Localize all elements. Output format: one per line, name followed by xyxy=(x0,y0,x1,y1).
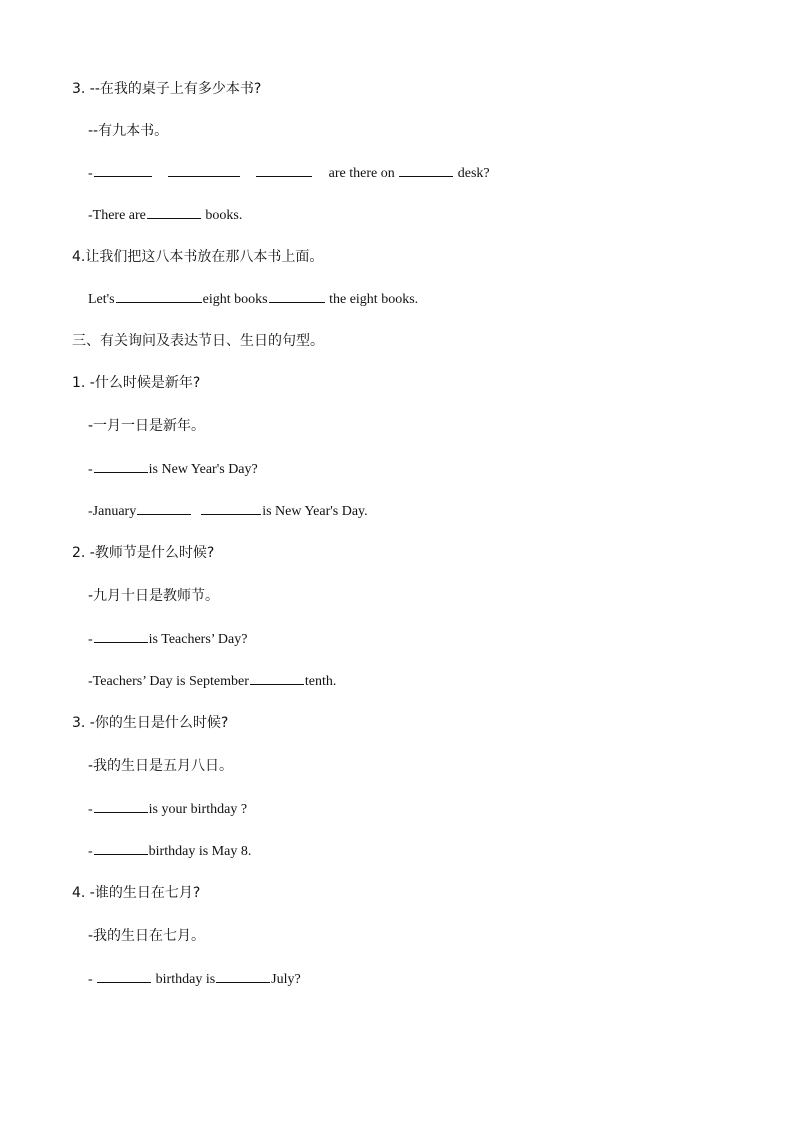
end-text: the eight books. xyxy=(329,292,419,307)
prefix-text: -January xyxy=(88,504,137,519)
s3-question-1-en-answer xyxy=(88,500,368,522)
question-3-cn-answer: --有九本书。 xyxy=(88,123,169,139)
fill-blank[interactable] xyxy=(116,288,202,303)
question-3-en-question xyxy=(88,162,490,184)
fill-blank[interactable] xyxy=(147,204,201,219)
section-3-heading: 三、有关询问及表达节日、生日的句型。 xyxy=(72,333,324,349)
fill-blank[interactable] xyxy=(94,162,152,177)
prefix-text: -There are xyxy=(88,208,146,223)
prefix-text: - xyxy=(88,166,93,181)
mid-text: are there on xyxy=(328,166,395,181)
question-3-cn: 3. --在我的桌子上有多少本书? xyxy=(72,81,262,97)
prefix-text: - xyxy=(88,802,93,817)
end-text: tenth. xyxy=(304,674,337,689)
s3-question-2-cn-answer: -九月十日是教师节。 xyxy=(88,588,220,604)
s3-question-1-cn-answer: -一月一日是新年。 xyxy=(88,418,206,434)
question-3-en-answer xyxy=(88,204,242,226)
fill-blank[interactable] xyxy=(269,288,325,303)
end-text: books. xyxy=(205,208,243,223)
prefix-text: -Teachers’ Day is September xyxy=(88,674,249,689)
prefix-text: - xyxy=(88,972,97,987)
s3-question-4-cn: 4. -谁的生日在七月? xyxy=(72,885,201,901)
question-4-cn: 4.让我们把这八本书放在那八本书上面。 xyxy=(72,249,324,265)
end-text: desk? xyxy=(457,166,490,181)
end-text: is New Year's Day? xyxy=(148,462,258,477)
s3-question-2-en-answer xyxy=(88,670,336,692)
s3-question-4-en-question xyxy=(88,968,301,990)
mid-text: birthday is xyxy=(155,972,216,987)
fill-blank[interactable] xyxy=(201,500,261,515)
prefix-text: - xyxy=(88,462,93,477)
fill-blank[interactable] xyxy=(137,500,191,515)
s3-question-3-en-answer xyxy=(88,840,251,862)
fill-blank[interactable] xyxy=(94,628,148,643)
end-text: is your birthday ? xyxy=(148,802,248,817)
fill-blank[interactable] xyxy=(256,162,312,177)
end-text: is New Year's Day. xyxy=(262,504,368,519)
end-text: is Teachers’ Day? xyxy=(148,632,248,647)
fill-blank[interactable] xyxy=(399,162,453,177)
prefix-text: Let's xyxy=(88,292,115,307)
s3-question-2-cn: 2. -教师节是什么时候? xyxy=(72,545,215,561)
s3-question-3-en-question xyxy=(88,798,247,820)
s3-question-2-en-question xyxy=(88,628,247,650)
s3-question-4-cn-answer: -我的生日在七月。 xyxy=(88,928,206,944)
fill-blank[interactable] xyxy=(168,162,240,177)
prefix-text: - xyxy=(88,844,93,859)
fill-blank[interactable] xyxy=(250,670,304,685)
s3-question-1-cn: 1. -什么时候是新年? xyxy=(72,375,201,391)
fill-blank[interactable] xyxy=(94,458,148,473)
fill-blank[interactable] xyxy=(94,840,148,855)
question-4-en xyxy=(88,288,418,310)
s3-question-3-cn: 3. -你的生日是什么时候? xyxy=(72,715,229,731)
s3-question-3-cn-answer: -我的生日是五月八日。 xyxy=(88,758,234,774)
end-text: July? xyxy=(271,972,301,987)
fill-blank[interactable] xyxy=(97,968,151,983)
end-text: birthday is May 8. xyxy=(148,844,252,859)
mid-text: eight books xyxy=(202,292,268,307)
s3-question-1-en-question xyxy=(88,458,258,480)
prefix-text: - xyxy=(88,632,93,647)
fill-blank[interactable] xyxy=(94,798,148,813)
fill-blank[interactable] xyxy=(216,968,270,983)
